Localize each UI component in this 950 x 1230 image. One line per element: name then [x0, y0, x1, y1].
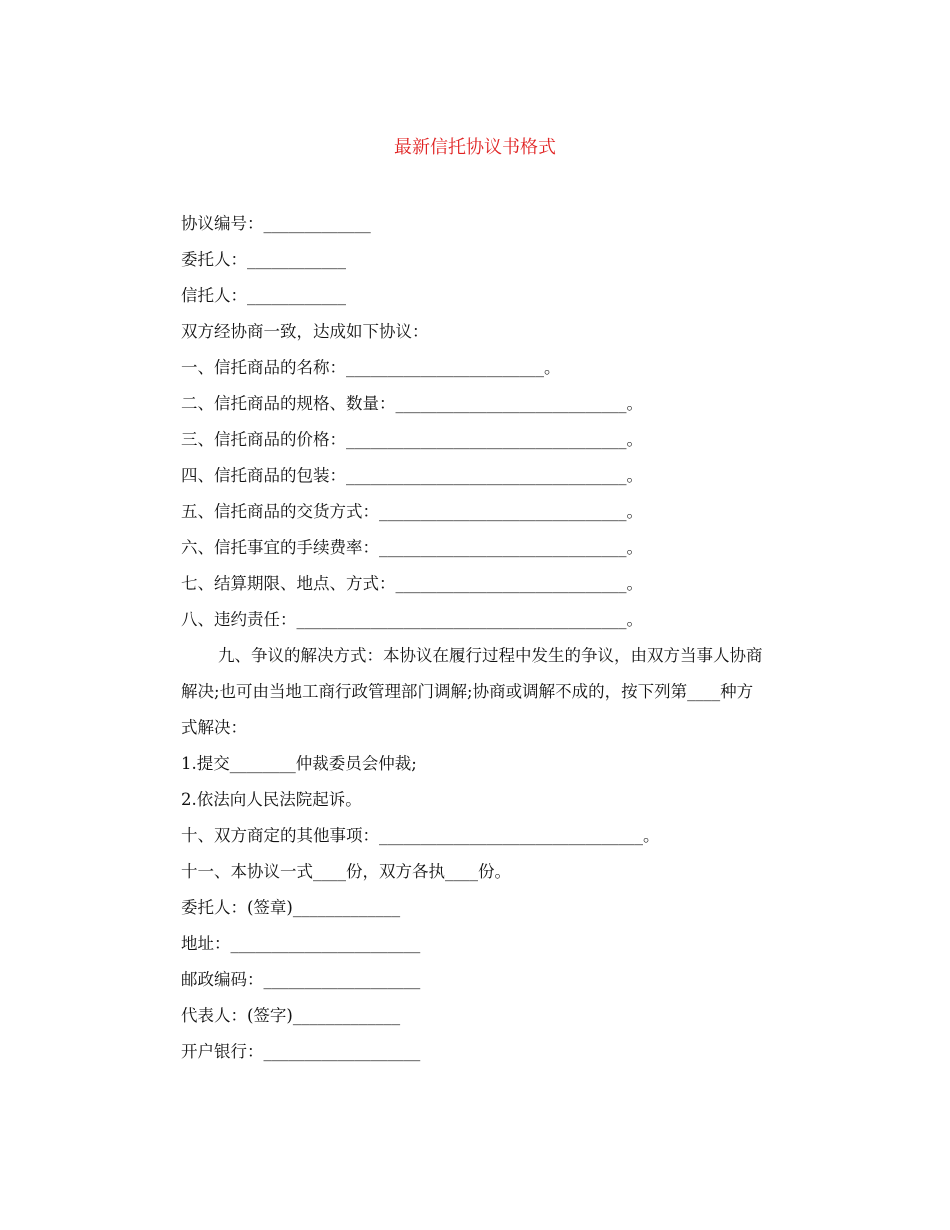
clause-6-fee-rate: 六、信托事宜的手续费率：______________________________。 [181, 538, 643, 557]
clause-11-copies: 十一、本协议一式____份，双方各执____份。 [181, 862, 511, 881]
address-line: 地址：_______________________ [181, 934, 421, 953]
clause-9-dispute-resolution [144, 638, 804, 746]
agreement-number-line: 协议编号：_____________ [181, 214, 371, 233]
clause-9-option-1: 1.提交________仲裁委员会仲裁; [181, 754, 417, 773]
clause-2-spec-quantity: 二、信托商品的规格、数量：____________________________。 [181, 394, 643, 413]
representative-line: 代表人：(签字)_____________ [181, 1006, 401, 1025]
clause-8-liability: 八、违约责任：________________________________________。 [181, 610, 643, 629]
clause-4-packaging: 四、信托商品的包装：__________________________________。 [181, 466, 643, 485]
clause-9-line-1: 九、争议的解决方式：本协议在履行过程中发生的争议，由双方当事人协商 [218, 646, 763, 665]
consensus-line: 双方经协商一致，达成如下协议： [181, 322, 429, 341]
bank-line: 开户银行：___________________ [181, 1042, 421, 1061]
clause-9-option-2: 2.依法向人民法院起诉。 [181, 790, 362, 809]
postcode-line: 邮政编码：___________________ [181, 970, 421, 989]
signature-entrustor: 委托人：(签章)_____________ [181, 898, 401, 917]
clause-1-product-name: 一、信托商品的名称：________________________。 [181, 358, 561, 377]
clause-9-line-2: 解决;也可由当地工商行政管理部门调解;协商或调解不成的，按下列第____种方 [181, 682, 754, 701]
clause-5-delivery: 五、信托商品的交货方式：______________________________。 [181, 502, 643, 521]
clause-10-other-matters: 十、双方商定的其他事项：________________________________。 [181, 826, 660, 845]
trustee-line: 信托人：____________ [181, 286, 346, 305]
clause-3-price: 三、信托商品的价格：__________________________________。 [181, 430, 643, 449]
clause-7-settlement: 七、结算期限、地点、方式：____________________________。 [181, 574, 643, 593]
entrustor-line: 委托人：____________ [181, 250, 346, 269]
document-body [144, 206, 804, 1070]
document-title: 最新信托协议书格式 [394, 137, 556, 158]
clause-9-line-3: 式解决： [181, 718, 247, 737]
